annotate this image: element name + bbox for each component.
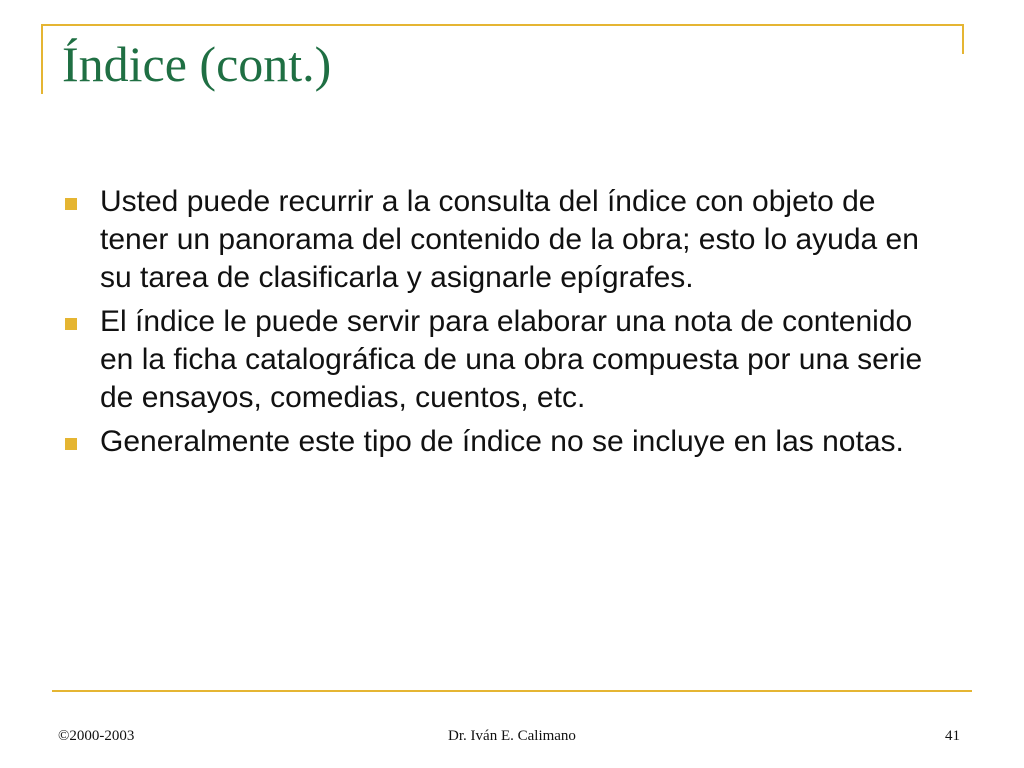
footer-divider <box>52 690 972 692</box>
frame-right-line <box>962 24 964 54</box>
bullet-item <box>62 183 942 297</box>
square-bullet-icon <box>65 318 77 330</box>
slide-title: Índice (cont.) <box>62 36 332 92</box>
bullet-list <box>62 183 942 467</box>
footer-copyright: ©2000-2003 <box>58 728 135 744</box>
footer-author: Dr. Iván E. Calimano <box>448 728 576 744</box>
footer-page-number: 41 <box>945 728 960 744</box>
frame-top-line <box>41 24 964 26</box>
square-bullet-icon <box>65 438 77 450</box>
bullet-item <box>62 423 942 461</box>
frame-left-line <box>41 24 43 94</box>
bullet-text: El índice le puede servir para elaborar una nota de contenido en la ficha catalográfica de una obra compuesta por una serie de ensayos, comedias, cuentos, etc. <box>100 305 923 414</box>
bullet-text: Generalmente este tipo de índice no se incluye en las notas. <box>100 425 904 458</box>
square-bullet-icon <box>65 198 77 210</box>
bullet-text: Usted puede recurrir a la consulta del índice con objeto de tener un panorama del contenido de la obra; esto lo ayuda en su tarea de clasificarla y asignarle epígrafes. <box>100 185 919 294</box>
bullet-item <box>62 303 942 417</box>
